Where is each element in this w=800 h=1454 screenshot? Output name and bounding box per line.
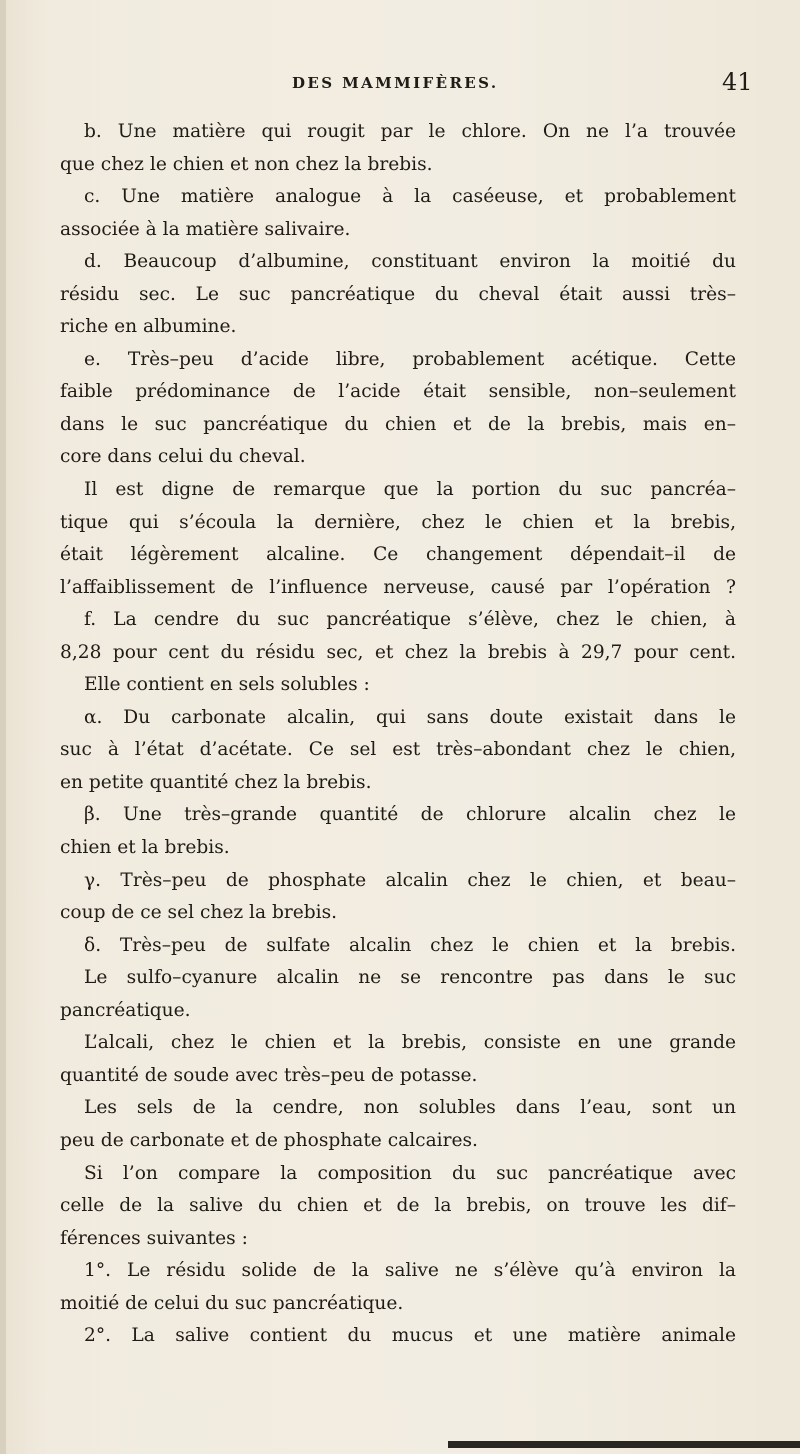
- text-line: f. La cendre du suc pancréatique s’élève, chez le chien, à: [84, 609, 736, 631]
- text-line: quantité de soude avec très–peu de potasse.: [60, 1064, 478, 1086]
- text-line: Les sels de la cendre, non solubles dans l’eau, sont un: [84, 1097, 736, 1119]
- text-line: que chez le chien et non chez la brebis.: [60, 153, 433, 175]
- body-text: [60, 116, 736, 1353]
- text-line: Si l’on compare la composition du suc pancréatique avec: [84, 1162, 736, 1184]
- text-line: associée à la matière salivaire.: [60, 218, 351, 240]
- text-line: pancréatique.: [60, 999, 191, 1021]
- text-line: e. Très–peu d’acide libre, probablement acétique. Cette: [84, 348, 736, 370]
- text-line: moitié de celui du suc pancréatique.: [60, 1292, 404, 1314]
- text-line: c. Une matière analogue à la caséeuse, et probablement: [84, 186, 736, 208]
- text-line: peu de carbonate et de phosphate calcaires.: [60, 1129, 478, 1151]
- text-line: γ. Très–peu de phosphate alcalin chez le chien, et beau–: [84, 869, 736, 891]
- text-line: chien et la brebis.: [60, 837, 230, 859]
- text-line: δ. Très–peu de sulfate alcalin chez le chien et la brebis.: [84, 934, 736, 956]
- text-line: β. Une très–grande quantité de chlorure alcalin chez le: [84, 804, 736, 826]
- text-line: celle de la salive du chien et de la brebis, on trouve les dif–: [60, 1195, 736, 1217]
- text-line: core dans celui du cheval.: [60, 446, 306, 468]
- page-number: 41: [722, 68, 753, 96]
- text-line: l’affaiblissement de l’influence nerveuse, causé par l’opération ?: [60, 576, 736, 598]
- text-line: 1°. Le résidu solide de la salive ne s’élève qu’à environ la: [84, 1260, 736, 1282]
- text-line: riche en albumine.: [60, 316, 237, 338]
- text-line: résidu sec. Le suc pancréatique du cheval était aussi très–: [60, 283, 736, 305]
- text-line: Il est digne de remarque que la portion du suc pancréa–: [84, 479, 736, 501]
- text-line: 2°. La salive contient du mucus et une matière animale: [84, 1325, 736, 1347]
- text-line: L’alcali, chez le chien et la brebis, consiste en une grande: [84, 1032, 736, 1054]
- page-edge-rule: [448, 1441, 800, 1448]
- text-line: tique qui s’écoula la dernière, chez le chien et la brebis,: [60, 511, 736, 533]
- text-line: Le sulfo–cyanure alcalin ne se rencontre pas dans le suc: [84, 967, 736, 989]
- text-line: faible prédominance de l’acide était sensible, non–seulement: [60, 381, 736, 403]
- text-line: d. Beaucoup d’albumine, constituant environ la moitié du: [84, 251, 736, 273]
- text-line: Elle contient en sels solubles :: [84, 674, 370, 696]
- text-line: coup de ce sel chez la brebis.: [60, 902, 338, 924]
- page-gutter-shadow: [0, 0, 6, 1454]
- text-line: en petite quantité chez la brebis.: [60, 771, 372, 793]
- text-line: suc à l’état d’acétate. Ce sel est très–abondant chez le chien,: [60, 739, 736, 761]
- text-line: férences suivantes :: [60, 1227, 248, 1249]
- text-line: dans le suc pancréatique du chien et de la brebis, mais en–: [60, 413, 736, 435]
- text-line: b. Une matière qui rougit par le chlore. On ne l’a trouvée: [84, 121, 736, 142]
- text-line: était légèrement alcaline. Ce changement dépendait–il de: [60, 544, 736, 566]
- text-line: 8,28 pour cent du résidu sec, et chez la brebis à 29,7 pour cent.: [60, 641, 736, 663]
- text-line: α. Du carbonate alcalin, qui sans doute existait dans le: [84, 706, 736, 728]
- running-title: DES MAMMIFÈRES.: [292, 74, 499, 92]
- running-head: [0, 68, 800, 98]
